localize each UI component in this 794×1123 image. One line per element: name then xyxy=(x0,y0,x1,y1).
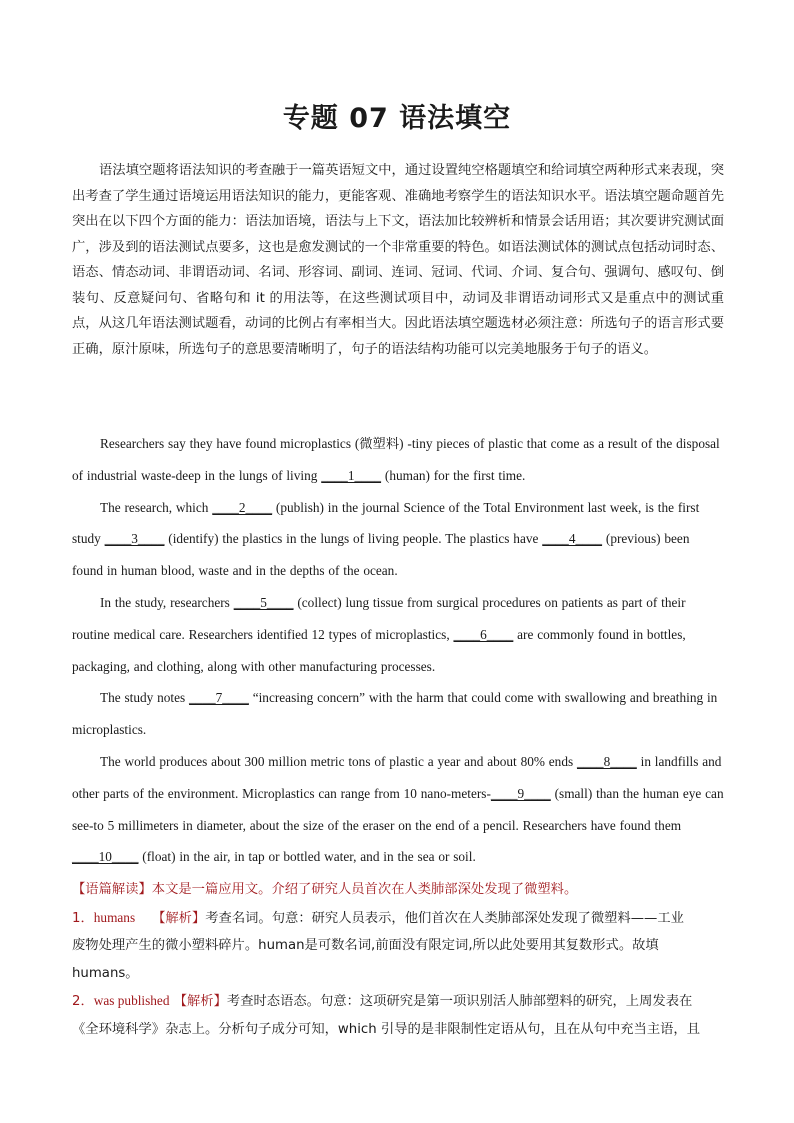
analysis-tag: 【解析】 xyxy=(152,910,206,926)
answer-1-line-1: 1．humans 【解析】考查名词。句意：研究人员表示，他们首次在人类肺部深处发现了微塑料——工业 xyxy=(72,909,684,926)
answer-2-line-1: 2．was published 【解析】考查时态语态。句意：这项研究是第一项识别活人肺部塑料的研究，上周发表在 xyxy=(72,993,693,1009)
intro-paragraph: 语法填空题将语法知识的考查融于一篇英语短文中，通过设置纯空格题填空和给词填空两种形式来表现，突出考查了学生通过语境运用语法知识的能力，更能客观、准确地考察学生的语法知识水平。语法填空题命题首先突出在以下四个方面的能力：语法加语境，语法与上下文，语法加比较辨析和情景会话用语；其次要讲究测试面广，涉及到的语法测试点要多，这也是愈发测试的一个非常重要的特色。如语法测试体的测试点包括动词时态、语态、情态动词、非谓语动词、名词、形容词、副词、连词、冠词、代词、介词、复合句、强调句、感叹句、倒装句、反意疑问句、省略句和 it 的用法等，在这些测试项目中，动词及非谓语动词形式又是重点中的测试重点，从这几年语法测试题看，动词的比例占有率相当大。因此语法填空题选材必须注意：所选句子的语言形式要正确，原汁原味，所选句子的意思要清晰明了，句子的语法结构功能可以完美地服务于句子的语义。 xyxy=(72,163,724,357)
blank-1: ____1____ xyxy=(321,467,382,483)
cloze-passage xyxy=(72,428,724,873)
blank-3: ____3____ xyxy=(104,531,165,547)
blank-9: ____9____ xyxy=(490,785,551,801)
page-title: 专题 07 语法填空 xyxy=(282,103,512,134)
blank-6: ____6____ xyxy=(453,626,514,642)
passage-paragraph-4: The study notes ____7____ “increasing concern” with the harm that could come with swallowing and breathing in microplastics. xyxy=(72,690,718,738)
blank-8: ____8____ xyxy=(576,753,637,769)
analysis-tag: 【解析】 xyxy=(173,994,227,1009)
summary-tag: 【语篇解读】 xyxy=(72,882,152,897)
summary-line xyxy=(72,876,724,904)
passage-paragraph-2: The research, which ____2____ (publish) in the journal Science of the Total Environment last week, is the first study ____3____ (identify) the plastics in the lungs of living people. The plastics have ____4____ (previous) been found in human blood, waste and in the depths of the ocean. xyxy=(72,499,700,579)
answer-section xyxy=(72,876,724,1043)
summary-text: 本文是一篇应用文。介绍了研究人员首次在人类肺部深处发现了微塑料。 xyxy=(151,882,578,897)
passage-paragraph-1: Researchers say they have found microplastics (微塑料) -tiny pieces of plastic that come as a result of the disposal of industrial waste-deep in the lungs of living ____1____ (human) for the first time. xyxy=(72,436,720,483)
passage-paragraph-3: In the study, researchers ____5____ (collect) lung tissue from surgical procedures on patients as part of their routine medical care. Researchers identified 12 types of microplastics, ____6____ are commonly found in bottles, packaging, and clothing, along with other manufacturing processes. xyxy=(72,594,686,674)
blank-7: ____7____ xyxy=(189,690,249,706)
answer-2-line-2: 《全环境科学》杂志上。分析句子成分可知，which 引导的是非限制性定语从句，且在从句中充当主语，且 xyxy=(72,1021,701,1037)
answer-2-word: was published xyxy=(93,993,170,1008)
blank-2: ____2____ xyxy=(212,499,273,515)
blank-5: ____5____ xyxy=(233,594,294,610)
answer-1-word: humans xyxy=(93,909,136,925)
blank-10: ____10____ xyxy=(72,849,139,865)
passage-paragraph-5: The world produces about 300 million metric tons of plastic a year and about 80% ends ____8____ in landfills and other parts of the environment. Microplastics can range from 10 nano-meters-____9____ (small) than the human eye can see-to 5 millimeters in diameter, about the size of the eraser on the end of a pencil. Researchers have found them ____10____ (float) in the air, in tap or bottled water, and in the sea or soil. xyxy=(72,753,724,865)
blank-4: ____4____ xyxy=(542,531,603,547)
answer-1-line-2: 废物处理产生的微小塑料碎片。human是可数名词,前面没有限定词,所以此处要用其复数形式。故填humans。 xyxy=(72,938,659,981)
